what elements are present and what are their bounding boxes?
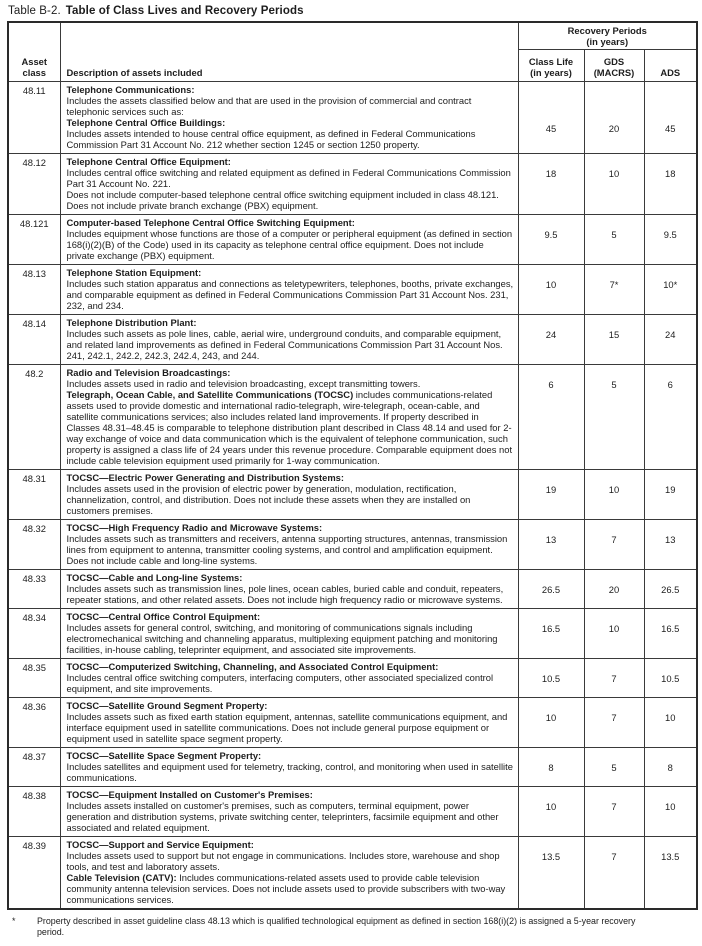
gds-cell: 7 (584, 787, 644, 837)
description-paragraph: Does not include computer-based telephone central office switching equipment included in class 48.121. Does not include private branch exchange (PBX) equipment. (66, 189, 499, 211)
description-paragraph: Includes assets used in the provision of electric power by generation, modulation, rectification, channelization, control, and distribution. Does not include these assets when they are installed on customers premises. (66, 483, 471, 516)
description-cell (60, 315, 518, 365)
description-paragraph: Includes assets used in radio and television broadcasting, except transmitting towers. (66, 378, 421, 389)
description-paragraph: Includes assets installed on customer's premises, such as computers, terminal equipment, power generation and distribution systems, private switching center, teleprinters, facsimile equipment and other associated and related equipment. (66, 800, 499, 833)
table-row (8, 315, 697, 365)
description-paragraph: TOCSC—Cable and Long-line Systems: (66, 572, 243, 583)
gds-cell: 10 (584, 609, 644, 659)
header-recovery-periods (518, 22, 697, 50)
header-gds-line1: GDS (603, 56, 625, 67)
ads-cell: 13.5 (644, 837, 697, 910)
class-life-cell: 10 (518, 787, 584, 837)
table-row (8, 609, 697, 659)
description-paragraph: Telephone Central Office Equipment: (66, 156, 231, 167)
ads-cell: 10 (644, 698, 697, 748)
class-lives-table (7, 21, 698, 910)
description-paragraph: Includes such assets as pole lines, cable, aerial wire, underground conduits, and comparable equipment, and related land improvements as defined in Federal Communications Commission Part 31 Account Nos. 241, 242.1, 242.2, 242.3, 242.4, 243, and 244. (66, 328, 503, 361)
header-recovery-line2: (in years) (586, 36, 629, 47)
footnote-marker: * (12, 916, 16, 926)
description-paragraph: TOCSC—Equipment Installed on Customer's Premises: (66, 789, 313, 800)
description-cell (60, 215, 518, 265)
table-title (8, 5, 696, 17)
asset-class-cell: 48.2 (8, 365, 60, 470)
description-paragraph: Includes satellites and equipment used for telemetry, tracking, control, and monitoring when used in satellite communications. (66, 761, 513, 783)
gds-cell: 20 (584, 82, 644, 154)
class-life-cell: 24 (518, 315, 584, 365)
table-row (8, 837, 697, 910)
description-paragraph: Telephone Central Office Buildings: (66, 117, 226, 128)
description-paragraph: Telephone Communications: (66, 84, 195, 95)
description-paragraph: TOCSC—Support and Service Equipment: (66, 839, 254, 850)
header-description-label: Description of assets included (66, 67, 203, 78)
ads-cell: 18 (644, 154, 697, 215)
description-paragraph: TOCSC—Computerized Switching, Channeling, and Associated Control Equipment: (66, 661, 439, 672)
gds-cell: 7 (584, 520, 644, 570)
description-cell (60, 365, 518, 470)
table-title-prefix: Table B-2. (8, 5, 61, 17)
description-paragraph: Includes assets such as transmitters and receivers, antenna supporting structures, antennas, transmission lines from equipment to antenna, transmitter cooling systems, and control and amplification equipment. Does not include cable and long-line systems. (66, 533, 508, 566)
description-paragraph: Cable Television (CATV): Includes communications-related assets used to provide cable television community antenna television services. Does not include assets used to provide subscribers with two-way communications services. (66, 872, 506, 905)
ads-cell: 19 (644, 470, 697, 520)
description-cell (60, 265, 518, 315)
asset-class-cell: 48.35 (8, 659, 60, 698)
description-paragraph: Computer-based Telephone Central Office Switching Equipment: (66, 217, 355, 228)
table-row (8, 698, 697, 748)
header-ads (644, 50, 697, 82)
class-life-cell: 10 (518, 698, 584, 748)
class-life-cell: 8 (518, 748, 584, 787)
header-recovery-line1: Recovery Periods (567, 25, 647, 36)
gds-cell: 5 (584, 748, 644, 787)
header-asset-class-line2: class (22, 67, 46, 78)
description-cell (60, 837, 518, 910)
description-cell (60, 82, 518, 154)
ads-cell: 26.5 (644, 570, 697, 609)
description-cell (60, 520, 518, 570)
table-row (8, 154, 697, 215)
description-paragraph: Includes central office switching and related equipment as defined in Federal Communications Commission Part 31 Account No. 221. (66, 167, 511, 189)
description-paragraph: Includes assets intended to house central office equipment, as defined in Federal Communications Commission Part 31 Account No. 212 whether section 1245 or section 1250 property. (66, 128, 476, 150)
table-row (8, 215, 697, 265)
asset-class-cell: 48.33 (8, 570, 60, 609)
gds-cell: 20 (584, 570, 644, 609)
ads-cell: 6 (644, 365, 697, 470)
header-asset-class (8, 22, 60, 82)
class-life-cell: 6 (518, 365, 584, 470)
asset-class-cell: 48.39 (8, 837, 60, 910)
header-gds-line2: (MACRS) (593, 67, 635, 78)
header-ads-label: ADS (660, 67, 681, 78)
table-row (8, 787, 697, 837)
header-row-top (8, 22, 697, 50)
gds-cell: 5 (584, 215, 644, 265)
table-row (8, 520, 697, 570)
gds-cell: 7 (584, 659, 644, 698)
description-paragraph: Telephone Distribution Plant: (66, 317, 197, 328)
gds-cell: 10 (584, 470, 644, 520)
ads-cell: 10 (644, 787, 697, 837)
ads-cell: 9.5 (644, 215, 697, 265)
ads-cell: 16.5 (644, 609, 697, 659)
header-asset-class-line1: Asset (21, 56, 48, 67)
class-life-cell: 45 (518, 82, 584, 154)
description-cell (60, 748, 518, 787)
class-life-cell: 9.5 (518, 215, 584, 265)
ads-cell: 10.5 (644, 659, 697, 698)
table-row (8, 659, 697, 698)
table-row (8, 265, 697, 315)
description-paragraph: Telegraph, Ocean Cable, and Satellite Communications (TOCSC) includes communications-related assets used to provide domestic and international radio-telegraph, wire-telegraph, ocean-cable, and satellite communications services; also includes related land improvements. If property described in Classes 48.31–48.45 is comparable to telephone distribution plant described in Class 48.14 and used for 2-way exchange of voice and data communication which is the equivalent of telephone communication, such property is assigned a class life of 24 years under this revenue procedure. Comparable equipment does not include cable television equipment used primarily for 1-way communication. (66, 389, 513, 466)
asset-class-cell: 48.38 (8, 787, 60, 837)
header-class-life (518, 50, 584, 82)
description-paragraph: TOCSC—Satellite Space Segment Property: (66, 750, 262, 761)
asset-class-cell: 48.37 (8, 748, 60, 787)
description-paragraph: TOCSC—Satellite Ground Segment Property: (66, 700, 268, 711)
asset-class-cell: 48.31 (8, 470, 60, 520)
asset-class-cell: 48.11 (8, 82, 60, 154)
asset-class-cell: 48.36 (8, 698, 60, 748)
description-cell (60, 609, 518, 659)
description-paragraph: TOCSC—Central Office Control Equipment: (66, 611, 261, 622)
gds-cell: 10 (584, 154, 644, 215)
description-cell (60, 698, 518, 748)
table-row (8, 365, 697, 470)
asset-class-cell: 48.13 (8, 265, 60, 315)
table-row (8, 82, 697, 154)
footnote (7, 916, 696, 938)
asset-class-cell: 48.121 (8, 215, 60, 265)
description-paragraph: Includes assets for general control, switching, and monitoring of communications signals including electromechanical switching and channeling apparatus, multiplexing equipment patching and monitoring facilities, in-house cabling, teleprinter equipment, and associated site improvements. (66, 622, 498, 655)
asset-class-cell: 48.14 (8, 315, 60, 365)
table-title-text: Table of Class Lives and Recovery Periods (65, 5, 304, 17)
description-cell (60, 570, 518, 609)
footnote-text: Property described in asset guideline class 48.13 which is qualified technological equipment as defined in section 168(i)(2) is assigned a 5-year recovery period. (37, 916, 636, 937)
class-life-cell: 16.5 (518, 609, 584, 659)
ads-cell: 45 (644, 82, 697, 154)
description-paragraph: Radio and Television Broadcastings: (66, 367, 231, 378)
ads-cell: 24 (644, 315, 697, 365)
class-life-cell: 10 (518, 265, 584, 315)
header-description (60, 22, 518, 82)
table-row (8, 470, 697, 520)
gds-cell: 7 (584, 837, 644, 910)
header-class-life-line2: (in years) (530, 67, 572, 78)
description-cell (60, 787, 518, 837)
gds-cell: 5 (584, 365, 644, 470)
asset-class-cell: 48.34 (8, 609, 60, 659)
description-cell (60, 659, 518, 698)
description-cell (60, 154, 518, 215)
table-body (8, 82, 697, 910)
description-paragraph: TOCSC—Electric Power Generating and Distribution Systems: (66, 472, 344, 483)
class-life-cell: 10.5 (518, 659, 584, 698)
gds-cell: 7* (584, 265, 644, 315)
class-life-cell: 19 (518, 470, 584, 520)
description-paragraph: Includes such station apparatus and connections as teletypewriters, telephones, booths, private exchanges, and comparable equipment as defined in Federal Communications Commission Part 31 Account Nos. 231, 232, and 234. (66, 278, 514, 311)
description-paragraph: TOCSC—High Frequency Radio and Microwave Systems: (66, 522, 323, 533)
ads-cell: 13 (644, 520, 697, 570)
asset-class-cell: 48.32 (8, 520, 60, 570)
ads-cell: 10* (644, 265, 697, 315)
class-life-cell: 26.5 (518, 570, 584, 609)
table-header (8, 22, 697, 82)
description-paragraph: Includes the assets classified below and that are used in the provision of commercial and contract telephonic services such as: (66, 95, 472, 117)
class-life-cell: 13 (518, 520, 584, 570)
class-life-cell: 13.5 (518, 837, 584, 910)
header-class-life-line1: Class Life (528, 56, 574, 67)
asset-class-cell: 48.12 (8, 154, 60, 215)
description-paragraph: Includes central office switching computers, interfacing computers, other associated specialized control equipment, and site improvements. (66, 672, 494, 694)
description-paragraph: Includes assets used to support but not engage in communications. Includes store, warehouse and shop tools, and test and laboratory assets. (66, 850, 500, 872)
description-paragraph: Includes assets such as transmission lines, pole lines, ocean cables, buried cable and conduit, repeaters, repeater stations, and other related assets. Does not include high frequency radio or microwave systems. (66, 583, 504, 605)
ads-cell: 8 (644, 748, 697, 787)
table-row (8, 748, 697, 787)
header-gds (584, 50, 644, 82)
gds-cell: 7 (584, 698, 644, 748)
class-life-cell: 18 (518, 154, 584, 215)
description-paragraph: Telephone Station Equipment: (66, 267, 202, 278)
description-paragraph: Includes equipment whose functions are those of a computer or peripheral equipment (as defined in section 168(i)(2)(B) of the Code) used in its capacity as telephone central office equipment. Does not include private exchange (PBX) equipment. (66, 228, 513, 261)
gds-cell: 15 (584, 315, 644, 365)
description-cell (60, 470, 518, 520)
table-row (8, 570, 697, 609)
description-paragraph: Includes assets such as fixed earth station equipment, antennas, satellite communications equipment, and interface equipment used in satellite communications. Does not include general purpose equipment or equipment used in satellite space segment property. (66, 711, 508, 744)
